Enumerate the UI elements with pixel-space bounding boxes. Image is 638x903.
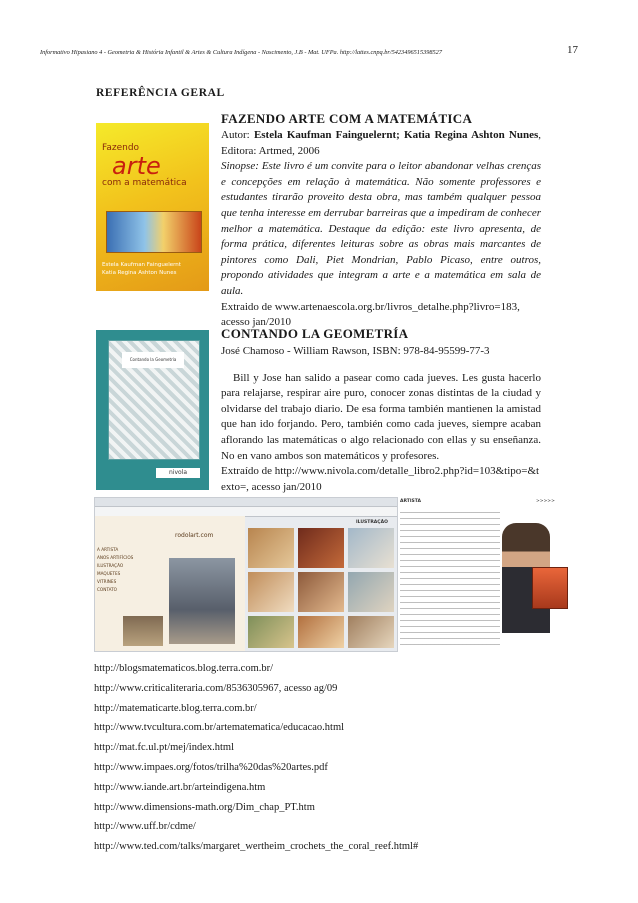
entry2-title: CONTANDO LA GEOMETRÍA: [221, 326, 409, 341]
author-label: Autor:: [221, 129, 250, 141]
cover-publisher: nivola: [156, 468, 200, 478]
entry2-body: [221, 344, 541, 495]
artist-arrows: >>>>>: [536, 499, 555, 504]
cover-artwork: [106, 211, 202, 253]
artist-text-column: [400, 509, 500, 649]
reference-link[interactable]: http://blogsmatematicos.blog.terra.com.br/: [94, 663, 274, 674]
reference-link[interactable]: http://www.criticaliteraria.com/8536305967, acesso ag/09: [94, 682, 338, 694]
site-menu-item: MAQUETES: [97, 571, 121, 576]
site-menu-item: CONTATO: [97, 587, 117, 592]
entry2-text: Bill y Jose han salido a pasear como cada jueves. Les gusta hacerlo para relajarse, respirar aire puro, conocer zonas distintas de la ciudad y olvidarse del trabajo diario. De esa forma también mantienen la amistad que han ido forjando. Pero, también como cada jueves, siempre acaban aflorando las matemáticas o algo relacionado con ellas y su enseñanza. No en vano ambos son matemáticos y profesores.: [221, 371, 541, 462]
site-menu-item: A ARTISTA: [97, 547, 119, 552]
website-screenshots: [94, 497, 568, 650]
reference-link[interactable]: http://www.iande.art.br/arteindigena.htm: [94, 781, 266, 793]
illustration-thumb: [248, 528, 294, 568]
book-cover-fazendo-arte: [96, 123, 209, 291]
synopsis: Sinopse: Este livro é um convite para o leitor abandonar velhas crenças e concepções em relação à matemática. Não somente professores e estudantes tirarão proveito desta obra, mas também qualquer pessoa que tenha interesse em derrubar barreiras que a impediram de conhecer melhor a matemática. Destaque da edição: este livro apresenta, de forma prática, diferentes leituras sobre as obras mais marcantes de pintores como Dali, Piet Mondrian, Pablo Picaso, entre outros, propondo atividades que integram a arte e a matemática em sala de aula.: [221, 160, 541, 297]
illustration-grid: [248, 518, 394, 649]
site-photo-small: [123, 616, 163, 646]
entry2-source: Extraído de http://www.nivola.com/detalle_libro2.php?id=103&tipo=&texto=, acesso jan/2010: [221, 465, 540, 493]
illustration-thumb: [248, 616, 294, 648]
reference-link[interactable]: http://www.uff.br/cdme/: [94, 821, 196, 833]
reference-link[interactable]: http://www.ted.com/talks/margaret_wertheim_crochets_the_coral_reef.html#: [94, 841, 419, 853]
reference-link[interactable]: http://mat.fc.ul.pt/mej/index.html: [94, 742, 234, 754]
cover-title: [102, 143, 187, 189]
cover-authors: [102, 261, 181, 277]
reference-link[interactable]: http://www.dimensions-math.org/Dim_chap_PT.htm: [94, 801, 315, 813]
page-number: 17: [567, 44, 578, 56]
section-title: REFERÊNCIA GERAL: [96, 87, 225, 99]
illustration-thumb: [348, 572, 394, 612]
site-menu-item: ANOS ARTIFÍCIOS: [97, 555, 134, 560]
artist-header: ARTISTA: [400, 499, 421, 504]
illustration-heading: ILUSTRAÇÃO: [356, 520, 388, 525]
illustration-thumb: [348, 528, 394, 568]
link-list: [94, 659, 418, 857]
book-cover-contando-geometria: [96, 330, 209, 490]
website-screenshot-artista: [400, 497, 568, 650]
illustration-thumb: [298, 528, 344, 568]
site-logo: rodolart.com: [175, 532, 214, 539]
cover-title-top: Fazendo: [102, 143, 140, 153]
publisher-info: , Editora: Artmed, 2006: [221, 129, 541, 157]
entry1-body: [221, 128, 541, 331]
author-names: Estela Kaufman Fainguelernt; Katia Regina Ashton Nunes: [253, 129, 539, 141]
website-screenshot-rodolart: [94, 497, 398, 652]
entry2-author-line: José Chamoso - William Rawson, ISBN: 978-84-95599-77-3: [221, 345, 490, 357]
source-line: Extraido de www.artenaescola.org.br/livros_detalhe.php?livro=183, acesso jan/2010: [221, 300, 520, 329]
browser-address-bar: [95, 498, 397, 507]
cover-author-2: Katia Regina Ashton Nunes: [102, 270, 177, 276]
cover-author-1: Estela Kaufman Fainguelernt: [102, 262, 181, 268]
illustration-thumb: [248, 572, 294, 612]
illustration-thumb: [298, 572, 344, 612]
site-photo-sky: [169, 558, 235, 644]
site-sidebar: [95, 516, 245, 651]
site-menu: [97, 546, 133, 594]
illustration-thumb: [298, 616, 344, 648]
cover-title-big: arte: [112, 152, 161, 180]
artist-model-box: [532, 567, 568, 609]
illustration-thumb: [348, 616, 394, 648]
running-header: Informativo Hipasiano 4 - Geometria & História Infantil & Artes & Cultura Indígena - Nascimento, J.B - Mat. UFPa. http://lattes.cnpq.br/5423496515398527: [40, 49, 442, 56]
cover-label: Contando la Geometría: [122, 352, 184, 368]
site-menu-item: VITRINES: [97, 579, 117, 584]
cover-title-bottom: com a matemática: [102, 178, 187, 188]
entry1-title: FAZENDO ARTE COM A MATEMÁTICA: [221, 111, 473, 126]
site-menu-item: ILUSTRAÇÃO: [97, 563, 124, 568]
reference-link[interactable]: http://www.tvcultura.com.br/artematematica/educacao.html: [94, 722, 345, 734]
reference-link[interactable]: http://www.impaes.org/fotos/trilha%20das%20artes.pdf: [94, 761, 328, 773]
reference-link[interactable]: http://matematicarte.blog.terra.com.br/: [94, 702, 257, 714]
